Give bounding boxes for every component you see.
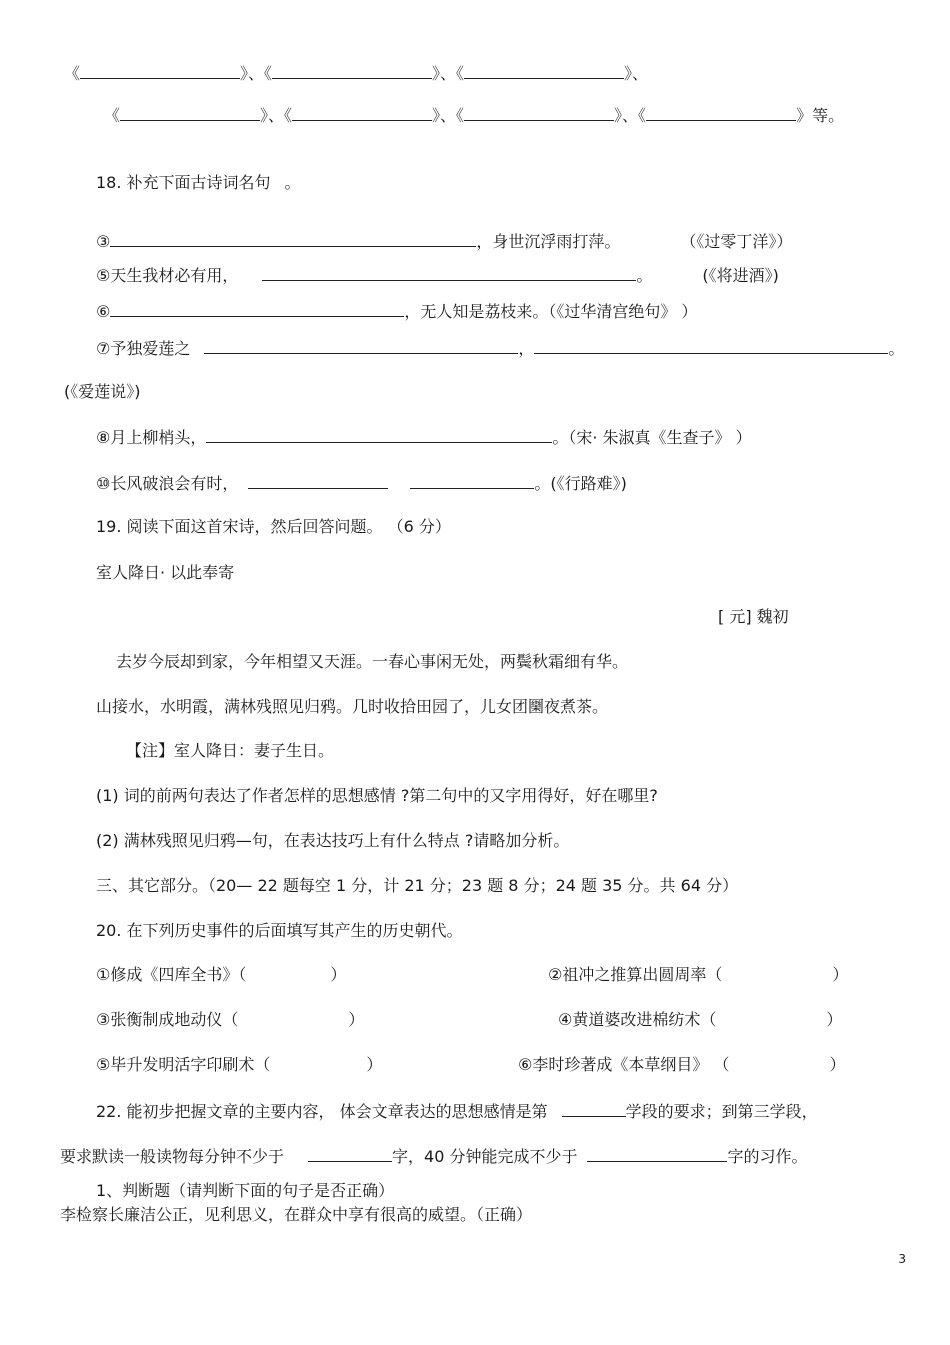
q20-item-6: ⑥李时珍著成《本草纲目》 （ ）	[518, 1055, 846, 1074]
question-19-title: 19. 阅读下面这首宋诗，然后回答问题。 （6 分）	[96, 517, 451, 536]
judgement-title: 1、判断题（请判断下面的句子是否正确）	[96, 1181, 395, 1200]
answer-blank[interactable]	[262, 264, 636, 281]
answer-blank[interactable]	[248, 472, 388, 489]
answer-blank[interactable]	[308, 1145, 392, 1162]
poem-author: [ 元] 魏初	[718, 607, 789, 626]
answer-blank[interactable]	[534, 337, 888, 354]
poem-fill-7-source: (《爱莲说》)	[64, 382, 141, 401]
answer-blank[interactable]	[110, 230, 476, 247]
question-19-1: (1) 词的前两句表达了作者怎样的思想感情 ?第二句中的又字用得好，好在哪里?	[96, 786, 658, 805]
answer-blank[interactable]	[562, 1100, 626, 1117]
poem-note: 【注】室人降日：妻子生日。	[126, 741, 335, 760]
question-22-line-2: 要求默读一般读物每分钟不少于 字，40 分钟能完成不少于 字的习作。	[60, 1147, 808, 1166]
question-18-title: 18. 补充下面古诗词名句 。	[96, 173, 301, 192]
answer-blank[interactable]	[292, 104, 432, 121]
poem-line-1: 去岁今辰却到家，今年相望又天涯。一春心事闲无处，两鬓秋霜细有华。	[116, 652, 629, 671]
poem-fill-8: ⑧月上柳梢头， 。（宋· 朱淑真《生查子》 ）	[96, 428, 752, 447]
poem-title: 室人降日· 以此奉寄	[96, 563, 235, 582]
answer-blank[interactable]	[80, 62, 240, 79]
answer-blank[interactable]	[464, 62, 624, 79]
q20-item-1: ①修成《四库全书》（ ）	[96, 965, 347, 984]
answer-blank[interactable]	[587, 1145, 727, 1162]
answer-blank[interactable]	[206, 426, 552, 443]
answer-blank[interactable]	[410, 472, 534, 489]
answer-blank[interactable]	[272, 62, 432, 79]
page-number: 3	[898, 1252, 906, 1266]
section-3-heading: 三、其它部分。（20— 22 题每空 1 分，计 21 分；23 题 8 分；24 题 35 分。共 64 分）	[96, 876, 739, 895]
poem-fill-3: ③ ，身世沉浮雨打萍。 （《过零丁洋》）	[96, 232, 793, 251]
poem-fill-7: ⑦予独爱莲之 ， 。	[96, 339, 905, 358]
poem-fill-6: ⑥ ，无人知是荔枝来。（《过华清宫绝句》 ）	[96, 302, 698, 321]
poem-fill-5: ⑤天生我材必有用， 。 (《将进酒》)	[96, 266, 779, 285]
poem-fill-10: ⑩长风破浪会有时， 。(《行路难》)	[96, 474, 627, 493]
answer-blank[interactable]	[464, 104, 614, 121]
q20-item-3: ③张衡制成地动仪（ ）	[96, 1010, 365, 1029]
answer-blank[interactable]	[204, 337, 518, 354]
judgement-item: 李检察长廉洁公正，见利思义，在群众中享有很高的威望。（正确）	[60, 1205, 533, 1224]
q20-item-5: ⑤毕升发明活字印刷术（ ）	[96, 1055, 383, 1074]
question-19-2: (2) 满林残照见归鸦—句，在表达技巧上有什么特点 ?请略加分析。	[96, 831, 570, 850]
question-22-line-1: 22. 能初步把握文章的主要内容， 体会文章表达的思想感情是第 学段的要求；到第三学段，	[96, 1102, 818, 1121]
q20-item-4: ④黄道婆改进棉纺术（ ）	[558, 1010, 843, 1029]
poem-line-2: 山接水，水明霞，满林残照见归鸦。几时收拾田园了，儿女团圞夜煮茶。	[96, 697, 609, 716]
book-list-line-2: 《 》、《 》、《 》、《 》等。	[104, 106, 845, 125]
question-20-title: 20. 在下列历史事件的后面填写其产生的历史朝代。	[96, 921, 463, 940]
answer-blank[interactable]	[110, 300, 404, 317]
q20-item-2: ②祖冲之推算出圆周率（ ）	[548, 965, 849, 984]
book-list-line-1: 《 》、《 》、《 》、	[64, 64, 649, 83]
answer-blank[interactable]	[120, 104, 260, 121]
answer-blank[interactable]	[646, 104, 796, 121]
